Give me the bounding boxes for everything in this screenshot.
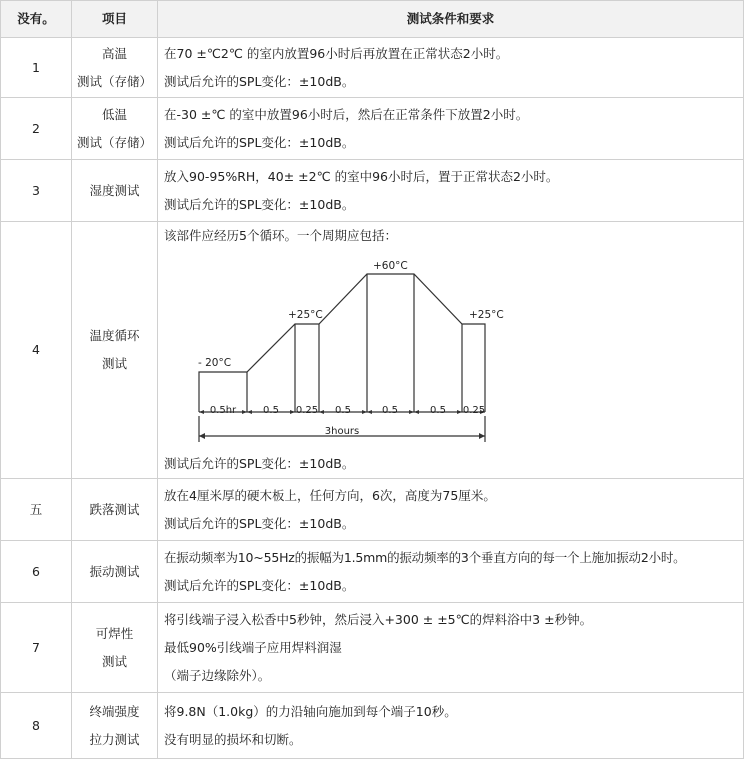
row-number: 8 — [1, 693, 72, 759]
table-row — [1, 541, 744, 603]
segment-label: 0.5 — [263, 405, 279, 416]
row-conditions — [158, 479, 744, 541]
table-row — [1, 98, 744, 160]
row-conditions — [158, 222, 744, 479]
temperature-cycle-diagram — [164, 250, 504, 450]
condition-line: 在70 ±℃2℃ 的室内放置96小时后再放置在正常状态2小时。 — [164, 45, 509, 61]
row-item — [72, 38, 158, 98]
condition-line: 放入90-95%RH，40± ±2℃ 的室中96小时后，置于正常状态2小时。 — [164, 168, 559, 184]
arrowhead — [409, 410, 414, 414]
item-line: 跌落测试 — [89, 501, 140, 517]
table-row — [1, 160, 744, 222]
row-conditions — [158, 541, 744, 603]
header-no: 没有。 — [1, 1, 72, 38]
row-item — [72, 222, 158, 479]
item-line: 拉力测试 — [89, 731, 140, 747]
condition-line: 测试后允许的SPL变化：±10dB。 — [164, 577, 355, 593]
table-row — [1, 603, 744, 693]
row-item — [72, 541, 158, 603]
arrowhead — [199, 410, 204, 414]
row-number: 3 — [1, 160, 72, 222]
arrowhead — [362, 410, 367, 414]
cycle-profile-line — [199, 274, 485, 412]
table-row — [1, 693, 744, 759]
condition-line: 将引线端子浸入松香中5秒钟，然后浸入+300 ± ±5℃的焊料浴中3 ±秒钟。 — [164, 611, 593, 627]
item-line: 测试（存储） — [76, 73, 152, 89]
arrowhead — [319, 410, 324, 414]
item-line: 测试 — [101, 653, 127, 669]
temp-label-room-1: +25°C — [288, 309, 323, 321]
item-line: 湿度测试 — [89, 182, 140, 198]
condition-line: 在-30 ±℃ 的室中放置96小时后，然后在正常条件下放置2小时。 — [164, 106, 529, 122]
header-item: 项目 — [72, 1, 158, 38]
item-line: 温度循环 — [89, 328, 140, 343]
row-conditions — [158, 693, 744, 759]
condition-line: 没有明显的损坏和切断。 — [164, 731, 302, 747]
row-conditions — [158, 98, 744, 160]
segment-label: 0.5hr — [209, 405, 237, 416]
row-item — [72, 693, 158, 759]
condition-line: 将9.8N（1.0kg）的力沿轴向施加到每个端子10秒。 — [164, 703, 457, 719]
segment-label: 0.5 — [335, 405, 351, 416]
condition-line: 该部件应经历5个循环。一个周期应包括： — [164, 228, 397, 243]
row-conditions — [158, 160, 744, 222]
condition-line: （端子边缘除外）。 — [164, 667, 271, 683]
arrowhead — [367, 410, 372, 414]
row-conditions — [158, 38, 744, 98]
arrowhead — [290, 410, 295, 414]
temp-label-high: +60°C — [373, 260, 408, 272]
row-item — [72, 98, 158, 160]
segment-label: 0.5 — [430, 405, 446, 416]
arrowhead — [457, 410, 462, 414]
row-number: 2 — [1, 98, 72, 160]
segment-labels — [210, 405, 485, 437]
temp-label-room-2: +25°C — [469, 309, 504, 321]
table-row — [1, 479, 744, 541]
item-line: 高温 — [101, 45, 127, 61]
temperature-labels — [198, 260, 504, 369]
condition-line: 测试后允许的SPL变化：±10dB。 — [164, 515, 355, 531]
item-line: 振动测试 — [89, 563, 140, 579]
condition-line: 测试后允许的SPL变化：±10dB。 — [164, 73, 355, 89]
condition-line: 放在4厘米厚的硬木板上，任何方向，6次，高度为75厘米。 — [164, 487, 496, 503]
table-row — [1, 222, 744, 479]
row-number: 4 — [1, 222, 72, 479]
arrowhead — [414, 410, 419, 414]
arrowhead — [242, 410, 247, 414]
condition-line: 测试后允许的SPL变化：±10dB。 — [164, 134, 355, 150]
condition-line: 在振动频率为10~55Hz的振幅为1.5mm的振动频率的3个垂直方向的每一个上施加振动2小时。 — [164, 549, 686, 565]
arrowhead — [247, 410, 252, 414]
row-conditions — [158, 603, 744, 693]
row-number: 1 — [1, 38, 72, 98]
row-number: 6 — [1, 541, 72, 603]
arrowhead — [479, 433, 485, 439]
row-number: 7 — [1, 603, 72, 693]
segment-label: 0.25 — [462, 405, 486, 416]
row-number: 五 — [1, 479, 72, 541]
item-line: 可焊性 — [95, 625, 134, 641]
row-item — [72, 479, 158, 541]
row-item — [72, 603, 158, 693]
item-line: 测试（存储） — [76, 134, 152, 150]
table-row — [1, 38, 744, 98]
header-row — [1, 1, 744, 38]
item-line: 测试 — [101, 356, 127, 371]
condition-line: 测试后允许的SPL变化：±10dB。 — [164, 196, 355, 212]
total-duration-label: 3hours — [324, 426, 360, 437]
condition-line: 测试后允许的SPL变化：±10dB。 — [164, 456, 355, 471]
temp-label-low: - 20°C — [198, 357, 232, 369]
arrowhead — [199, 433, 205, 439]
segment-label: 0.5 — [382, 405, 398, 416]
item-line: 低温 — [101, 106, 127, 122]
condition-line: 最低90%引线端子应用焊料润湿 — [164, 639, 342, 655]
segment-label: 0.25 — [295, 405, 319, 416]
header-conditions: 测试条件和要求 — [158, 1, 744, 38]
row-item — [72, 160, 158, 222]
cycle-profile — [199, 274, 485, 442]
item-line: 终端强度 — [89, 703, 140, 719]
